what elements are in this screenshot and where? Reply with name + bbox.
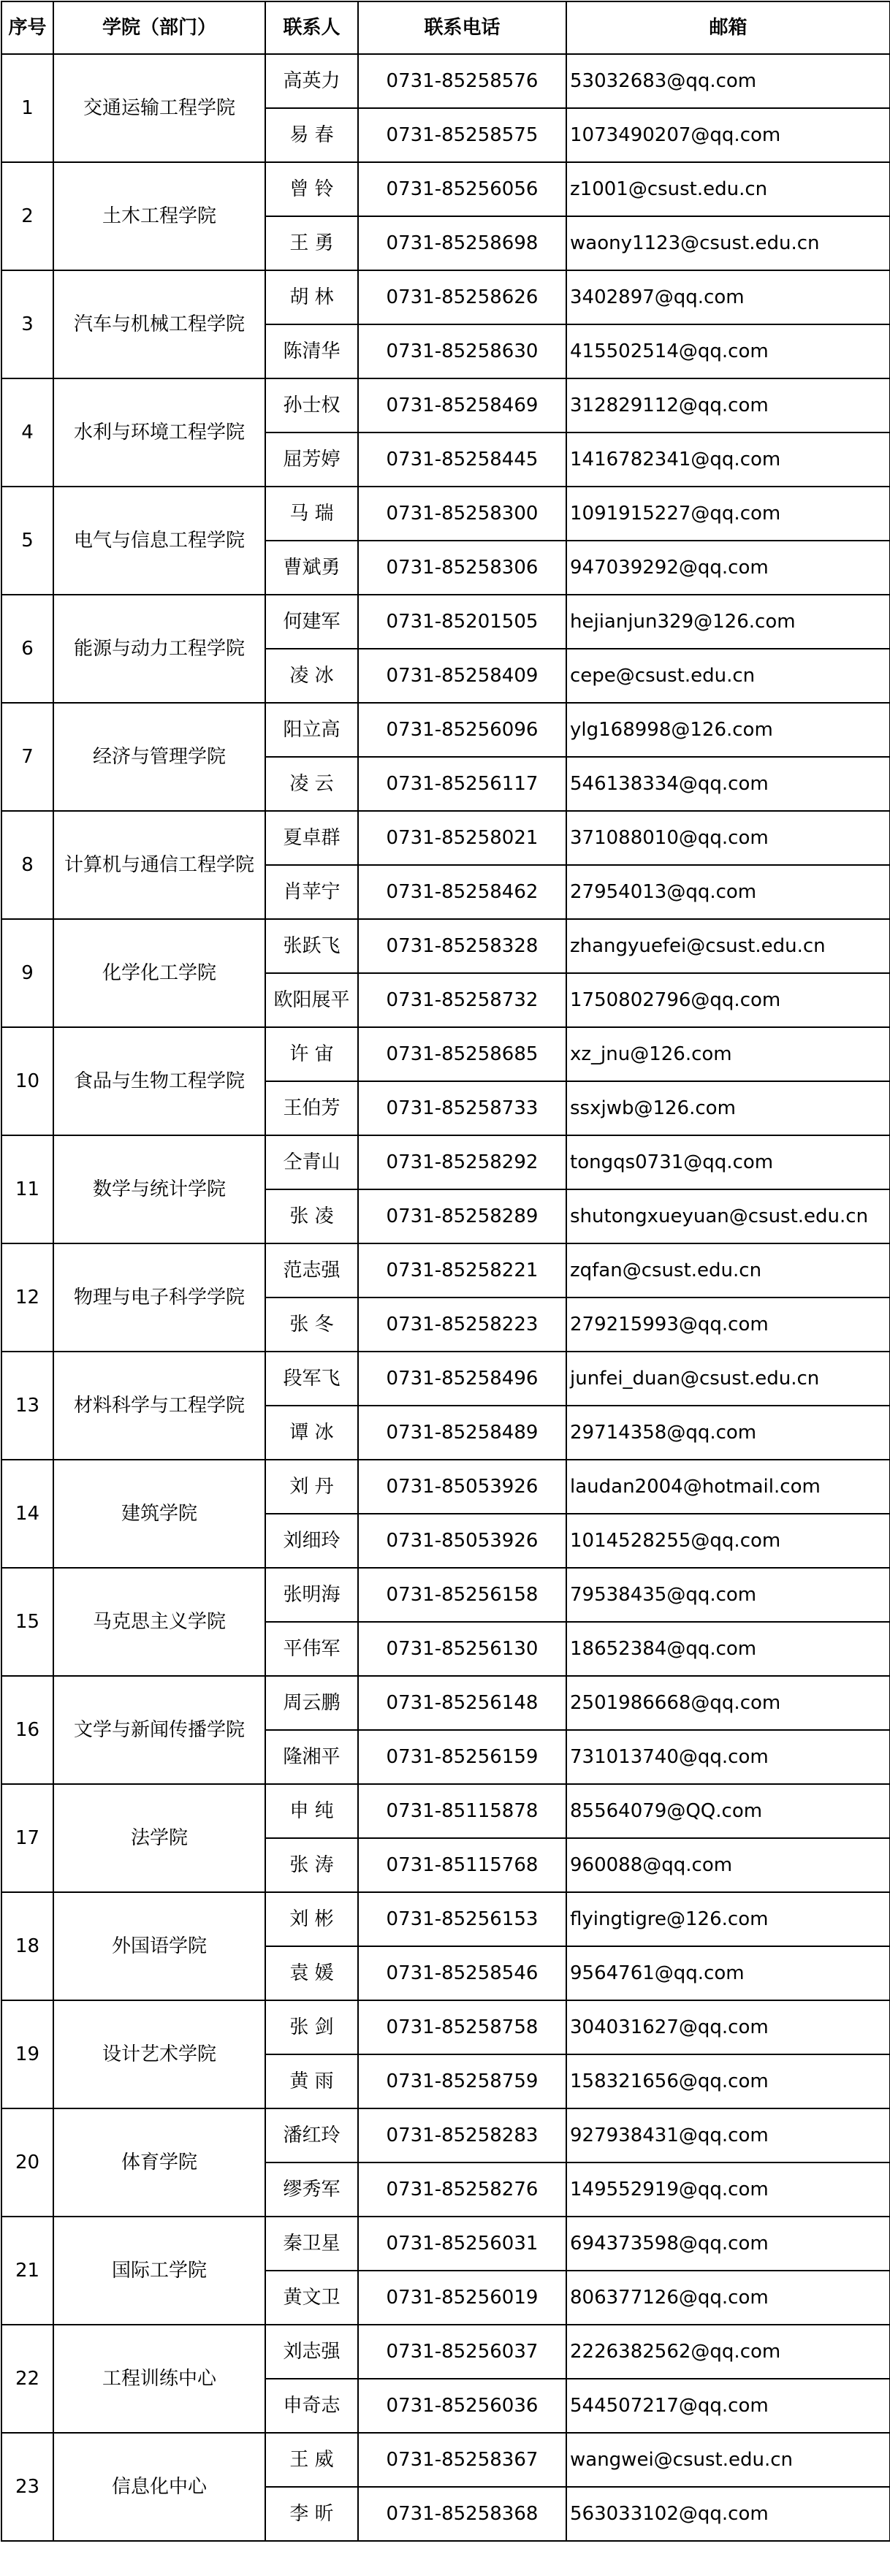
contact-phone: 0731-85258576 xyxy=(358,54,566,108)
contact-name: 刘 彬 xyxy=(265,1892,358,1946)
table-row xyxy=(1,378,890,432)
contact-email: ssxjwb@126.com xyxy=(566,1081,890,1135)
header-email: 邮箱 xyxy=(566,1,890,54)
table-row xyxy=(1,1892,890,1946)
contact-email: 1750802796@qq.com xyxy=(566,973,890,1027)
contact-phone: 0731-85258223 xyxy=(358,1297,566,1352)
contact-phone: 0731-85256158 xyxy=(358,1568,566,1622)
contact-name: 王伯芳 xyxy=(265,1081,358,1135)
contact-table xyxy=(1,1,890,2542)
contact-phone: 0731-85053926 xyxy=(358,1514,566,1568)
contact-name: 许 宙 xyxy=(265,1027,358,1081)
contact-name: 潘红玲 xyxy=(265,2108,358,2162)
contact-phone: 0731-85258276 xyxy=(358,2162,566,2217)
row-number: 8 xyxy=(1,811,53,919)
contact-phone: 0731-85258021 xyxy=(358,811,566,865)
table-row xyxy=(1,2433,890,2487)
contact-name: 凌 云 xyxy=(265,757,358,811)
table-row xyxy=(1,1568,890,1622)
contact-name: 张 剑 xyxy=(265,2000,358,2054)
table-row xyxy=(1,270,890,324)
contact-phone: 0731-85258328 xyxy=(358,919,566,973)
contact-name: 欧阳展平 xyxy=(265,973,358,1027)
table-row xyxy=(1,2217,890,2271)
contact-name: 陈清华 xyxy=(265,324,358,378)
college-name: 国际工学院 xyxy=(53,2217,265,2325)
contact-phone: 0731-85201505 xyxy=(358,595,566,649)
header-contact: 联系人 xyxy=(265,1,358,54)
table-row xyxy=(1,1135,890,1189)
row-number: 19 xyxy=(1,2000,53,2108)
contact-email: 563033102@qq.com xyxy=(566,2487,890,2541)
contact-phone: 0731-85115768 xyxy=(358,1838,566,1892)
contact-phone: 0731-85258283 xyxy=(358,2108,566,2162)
contact-email: flyingtigre@126.com xyxy=(566,1892,890,1946)
contact-email: tongqs0731@qq.com xyxy=(566,1135,890,1189)
contact-name: 王 勇 xyxy=(265,216,358,270)
row-number: 11 xyxy=(1,1135,53,1243)
contact-email: 546138334@qq.com xyxy=(566,757,890,811)
contact-email: cepe@csust.edu.cn xyxy=(566,649,890,703)
table-row xyxy=(1,1460,890,1514)
contact-name: 刘 丹 xyxy=(265,1460,358,1514)
college-name: 数学与统计学院 xyxy=(53,1135,265,1243)
header-phone: 联系电话 xyxy=(358,1,566,54)
contact-phone: 0731-85256031 xyxy=(358,2217,566,2271)
table-row xyxy=(1,1352,890,1406)
row-number: 7 xyxy=(1,703,53,811)
college-name: 设计艺术学院 xyxy=(53,2000,265,2108)
table-row xyxy=(1,54,890,108)
contact-phone: 0731-85258698 xyxy=(358,216,566,270)
row-number: 16 xyxy=(1,1676,53,1784)
contact-name: 肖苹宁 xyxy=(265,865,358,919)
contact-name: 张 冬 xyxy=(265,1297,358,1352)
contact-email: 415502514@qq.com xyxy=(566,324,890,378)
contact-phone: 0731-85258732 xyxy=(358,973,566,1027)
contact-phone: 0731-85258221 xyxy=(358,1243,566,1297)
contact-phone: 0731-85256130 xyxy=(358,1622,566,1676)
table-header-row xyxy=(1,1,890,54)
college-name: 马克思主义学院 xyxy=(53,1568,265,1676)
row-number: 6 xyxy=(1,595,53,703)
row-number: 10 xyxy=(1,1027,53,1135)
contact-email: 149552919@qq.com xyxy=(566,2162,890,2217)
college-name: 土木工程学院 xyxy=(53,162,265,270)
contact-phone: 0731-85258445 xyxy=(358,432,566,487)
contact-name: 袁 媛 xyxy=(265,1946,358,2000)
contact-email: 53032683@qq.com xyxy=(566,54,890,108)
contact-phone: 0731-85256056 xyxy=(358,162,566,216)
table-row xyxy=(1,162,890,216)
contact-email: shutongxueyuan@csust.edu.cn xyxy=(566,1189,890,1243)
table-row xyxy=(1,1027,890,1081)
header-college: 学院（部门） xyxy=(53,1,265,54)
table-row xyxy=(1,1676,890,1730)
contact-name: 张跃飞 xyxy=(265,919,358,973)
contact-email: 2501986668@qq.com xyxy=(566,1676,890,1730)
college-name: 物理与电子科学学院 xyxy=(53,1243,265,1352)
contact-name: 申 纯 xyxy=(265,1784,358,1838)
contact-email: wangwei@csust.edu.cn xyxy=(566,2433,890,2487)
table-row xyxy=(1,487,890,541)
contact-name: 张明海 xyxy=(265,1568,358,1622)
contact-email: 1014528255@qq.com xyxy=(566,1514,890,1568)
college-name: 体育学院 xyxy=(53,2108,265,2217)
contact-name: 胡 林 xyxy=(265,270,358,324)
contact-phone: 0731-85258575 xyxy=(358,108,566,162)
contact-name: 平伟军 xyxy=(265,1622,358,1676)
contact-email: 3402897@qq.com xyxy=(566,270,890,324)
college-name: 计算机与通信工程学院 xyxy=(53,811,265,919)
row-number: 22 xyxy=(1,2325,53,2433)
contact-email: 304031627@qq.com xyxy=(566,2000,890,2054)
contact-email: zqfan@csust.edu.cn xyxy=(566,1243,890,1297)
contact-phone: 0731-85258367 xyxy=(358,2433,566,2487)
contact-name: 阳立高 xyxy=(265,703,358,757)
contact-name: 隆湘平 xyxy=(265,1730,358,1784)
contact-phone: 0731-85258759 xyxy=(358,2054,566,2108)
contact-name: 高英力 xyxy=(265,54,358,108)
contact-name: 谭 冰 xyxy=(265,1406,358,1460)
college-name: 文学与新闻传播学院 xyxy=(53,1676,265,1784)
row-number: 13 xyxy=(1,1352,53,1460)
contact-email: 806377126@qq.com xyxy=(566,2271,890,2325)
contact-name: 何建军 xyxy=(265,595,358,649)
contact-phone: 0731-85256019 xyxy=(358,2271,566,2325)
row-number: 14 xyxy=(1,1460,53,1568)
contact-name: 曹斌勇 xyxy=(265,541,358,595)
college-name: 电气与信息工程学院 xyxy=(53,487,265,595)
contact-phone: 0731-85258489 xyxy=(358,1406,566,1460)
contact-name: 夏卓群 xyxy=(265,811,358,865)
contact-email: 9564761@qq.com xyxy=(566,1946,890,2000)
row-number: 5 xyxy=(1,487,53,595)
college-name: 材料科学与工程学院 xyxy=(53,1352,265,1460)
contact-name: 易 春 xyxy=(265,108,358,162)
contact-phone: 0731-85258289 xyxy=(358,1189,566,1243)
college-name: 外国语学院 xyxy=(53,1892,265,2000)
row-number: 21 xyxy=(1,2217,53,2325)
table-row xyxy=(1,1243,890,1297)
contact-email: 18652384@qq.com xyxy=(566,1622,890,1676)
college-name: 建筑学院 xyxy=(53,1460,265,1568)
row-number: 23 xyxy=(1,2433,53,2541)
contact-email: hejianjun329@126.com xyxy=(566,595,890,649)
college-name: 交通运输工程学院 xyxy=(53,54,265,162)
college-name: 法学院 xyxy=(53,1784,265,1892)
table-row xyxy=(1,811,890,865)
contact-name: 刘志强 xyxy=(265,2325,358,2379)
contact-name: 秦卫星 xyxy=(265,2217,358,2271)
contact-email: 947039292@qq.com xyxy=(566,541,890,595)
contact-email: 371088010@qq.com xyxy=(566,811,890,865)
row-number: 15 xyxy=(1,1568,53,1676)
college-name: 水利与环境工程学院 xyxy=(53,378,265,487)
contact-name: 黄 雨 xyxy=(265,2054,358,2108)
contact-email: 731013740@qq.com xyxy=(566,1730,890,1784)
college-name: 信息化中心 xyxy=(53,2433,265,2541)
contact-email: 85564079@QQ.com xyxy=(566,1784,890,1838)
contact-name: 张 凌 xyxy=(265,1189,358,1243)
contact-email: xz_jnu@126.com xyxy=(566,1027,890,1081)
contact-name: 范志强 xyxy=(265,1243,358,1297)
contact-email: 544507217@qq.com xyxy=(566,2379,890,2433)
contact-phone: 0731-85256153 xyxy=(358,1892,566,1946)
contact-phone: 0731-85258292 xyxy=(358,1135,566,1189)
contact-phone: 0731-85258758 xyxy=(358,2000,566,2054)
row-number: 17 xyxy=(1,1784,53,1892)
contact-phone: 0731-85258306 xyxy=(358,541,566,595)
contact-phone: 0731-85256037 xyxy=(358,2325,566,2379)
contact-name: 孙士权 xyxy=(265,378,358,432)
college-name: 化学化工学院 xyxy=(53,919,265,1027)
table-row xyxy=(1,703,890,757)
contact-phone: 0731-85258630 xyxy=(358,324,566,378)
contact-email: 79538435@qq.com xyxy=(566,1568,890,1622)
contact-name: 缪秀军 xyxy=(265,2162,358,2217)
table-row xyxy=(1,2325,890,2379)
contact-phone: 0731-85256036 xyxy=(358,2379,566,2433)
contact-email: ylg168998@126.com xyxy=(566,703,890,757)
table-row xyxy=(1,2000,890,2054)
contact-email: 960088@qq.com xyxy=(566,1838,890,1892)
contact-email: waony1123@csust.edu.cn xyxy=(566,216,890,270)
college-name: 汽车与机械工程学院 xyxy=(53,270,265,378)
contact-email: 2226382562@qq.com xyxy=(566,2325,890,2379)
contact-name: 张 涛 xyxy=(265,1838,358,1892)
contact-email: junfei_duan@csust.edu.cn xyxy=(566,1352,890,1406)
contact-phone: 0731-85053926 xyxy=(358,1460,566,1514)
contact-name: 马 瑞 xyxy=(265,487,358,541)
college-name: 能源与动力工程学院 xyxy=(53,595,265,703)
contact-phone: 0731-85256096 xyxy=(358,703,566,757)
contact-name: 段军飞 xyxy=(265,1352,358,1406)
row-number: 3 xyxy=(1,270,53,378)
contact-phone: 0731-85115878 xyxy=(358,1784,566,1838)
contact-phone: 0731-85258546 xyxy=(358,1946,566,2000)
table-row xyxy=(1,595,890,649)
row-number: 2 xyxy=(1,162,53,270)
contact-name: 王 威 xyxy=(265,2433,358,2487)
contact-email: 1091915227@qq.com xyxy=(566,487,890,541)
contact-name: 曾 铃 xyxy=(265,162,358,216)
contact-phone: 0731-85256117 xyxy=(358,757,566,811)
contact-phone: 0731-85258469 xyxy=(358,378,566,432)
contact-email: 1073490207@qq.com xyxy=(566,108,890,162)
contact-phone: 0731-85258496 xyxy=(358,1352,566,1406)
row-number: 4 xyxy=(1,378,53,487)
contact-email: 29714358@qq.com xyxy=(566,1406,890,1460)
contact-email: 927938431@qq.com xyxy=(566,2108,890,2162)
contact-phone: 0731-85258368 xyxy=(358,2487,566,2541)
contact-email: laudan2004@hotmail.com xyxy=(566,1460,890,1514)
contact-phone: 0731-85258626 xyxy=(358,270,566,324)
row-number: 12 xyxy=(1,1243,53,1352)
contact-email: 158321656@qq.com xyxy=(566,2054,890,2108)
contact-name: 申奇志 xyxy=(265,2379,358,2433)
contact-email: 694373598@qq.com xyxy=(566,2217,890,2271)
contact-name: 凌 冰 xyxy=(265,649,358,703)
table-row xyxy=(1,1784,890,1838)
contact-name: 李 昕 xyxy=(265,2487,358,2541)
table-row xyxy=(1,919,890,973)
contact-name: 仝青山 xyxy=(265,1135,358,1189)
contact-email: 312829112@qq.com xyxy=(566,378,890,432)
contact-name: 刘细玲 xyxy=(265,1514,358,1568)
contact-email: z1001@csust.edu.cn xyxy=(566,162,890,216)
contact-name: 黄文卫 xyxy=(265,2271,358,2325)
row-number: 18 xyxy=(1,1892,53,2000)
contact-email: 279215993@qq.com xyxy=(566,1297,890,1352)
college-name: 食品与生物工程学院 xyxy=(53,1027,265,1135)
row-number: 20 xyxy=(1,2108,53,2217)
college-name: 经济与管理学院 xyxy=(53,703,265,811)
contact-phone: 0731-85258300 xyxy=(358,487,566,541)
contact-email: zhangyuefei@csust.edu.cn xyxy=(566,919,890,973)
contact-phone: 0731-85258462 xyxy=(358,865,566,919)
contact-name: 屈芳婷 xyxy=(265,432,358,487)
contact-phone: 0731-85258409 xyxy=(358,649,566,703)
contact-email: 27954013@qq.com xyxy=(566,865,890,919)
table-row xyxy=(1,2108,890,2162)
row-number: 9 xyxy=(1,919,53,1027)
contact-phone: 0731-85258685 xyxy=(358,1027,566,1081)
contact-email: 1416782341@qq.com xyxy=(566,432,890,487)
table-body xyxy=(1,54,890,2541)
header-no: 序号 xyxy=(1,1,53,54)
college-name: 工程训练中心 xyxy=(53,2325,265,2433)
row-number: 1 xyxy=(1,54,53,162)
contact-phone: 0731-85258733 xyxy=(358,1081,566,1135)
contact-phone: 0731-85256148 xyxy=(358,1676,566,1730)
contact-name: 周云鹏 xyxy=(265,1676,358,1730)
contact-phone: 0731-85256159 xyxy=(358,1730,566,1784)
